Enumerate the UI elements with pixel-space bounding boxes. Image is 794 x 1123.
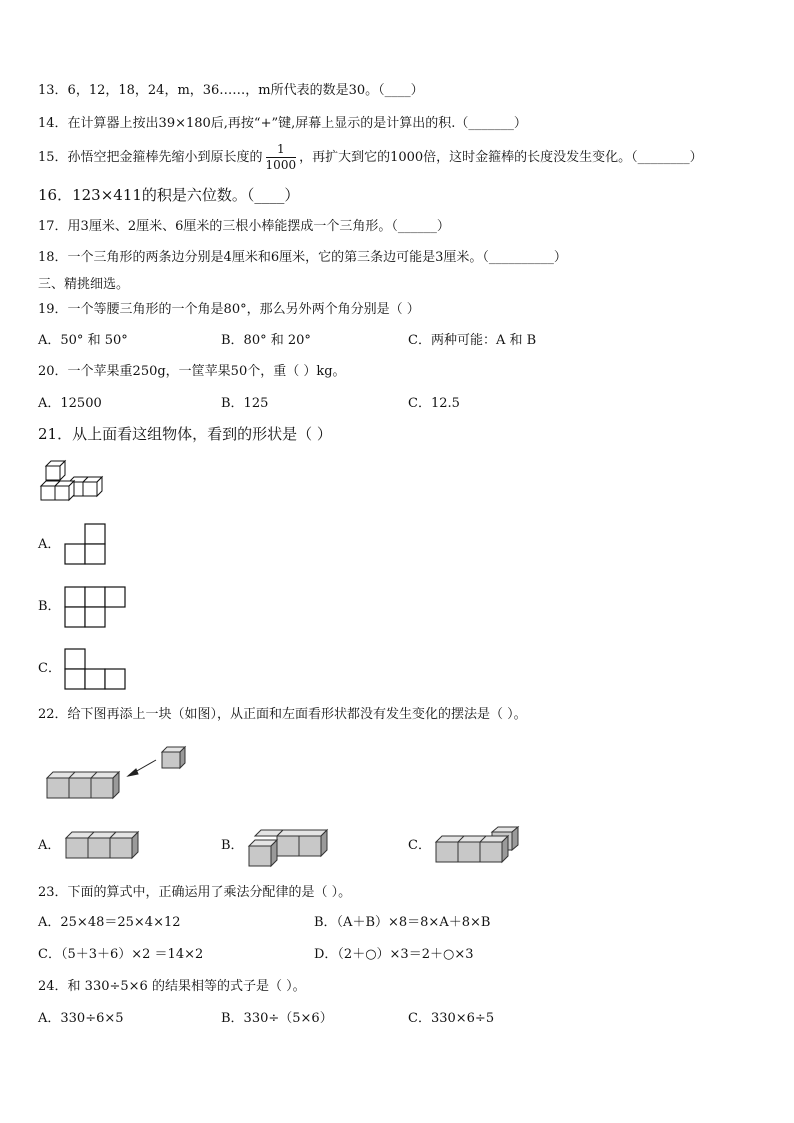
question-15-text-pre: 15．孙悟空把金箍棒先缩小到原长度的	[38, 150, 263, 165]
q21-option-b-grid	[64, 586, 128, 630]
q22-option-b-figure	[247, 826, 337, 870]
q24-option-a[interactable]: A．330÷6×5	[38, 1011, 124, 1026]
q19-option-a[interactable]: A．50° 和 50°	[38, 333, 128, 348]
cube-group	[41, 461, 102, 500]
question-24: 24．和 330÷5×6 的结果相等的式子是（ ）。	[38, 979, 306, 994]
q22-option-a[interactable]: A．	[38, 838, 61, 853]
q21-option-c-grid	[64, 648, 128, 692]
question-16: 16．123×411的积是六位数。（____）	[38, 186, 300, 204]
q22-option-a-figure	[64, 826, 148, 860]
question-22: 22．给下图再添上一块（如图），从正面和左面看形状都没有发生变化的摆法是（ ）。	[38, 707, 527, 722]
question-20: 20．一个苹果重250g，一筐苹果50个，重（ ）kg。	[38, 364, 346, 379]
q21-option-a-grid	[64, 523, 108, 567]
q21-option-c[interactable]: C．	[38, 661, 61, 676]
question-21: 21．从上面看这组物体，看到的形状是（ ）	[38, 425, 332, 443]
q22-option-b[interactable]: B．	[221, 838, 244, 853]
q20-option-a[interactable]: A．12500	[38, 396, 102, 411]
question-15	[38, 142, 703, 173]
question-19: 19．一个等腰三角形的一个角是80°，那么另外两个角分别是（ ）	[38, 302, 420, 317]
q21-option-a[interactable]: A．	[38, 537, 61, 552]
question-14: 14．在计算器上按出39×180后,再按“+”键,屏幕上显示的是计算出的积.（_______）	[38, 116, 527, 131]
question-15-text-post: ，再扩大到它的1000倍，这时金箍棒的长度没发生变化。（________）	[299, 150, 703, 165]
fraction	[266, 142, 297, 173]
question-13: 13．6，12，18，24，m，36……，m所代表的数是30。（____）	[38, 83, 424, 98]
q19-option-c[interactable]: C．两种可能：A 和 B	[408, 333, 537, 348]
q24-option-b[interactable]: B．330÷（5×6）	[221, 1011, 333, 1026]
q24-option-c[interactable]: C．330×6÷5	[408, 1011, 495, 1026]
q23-option-a[interactable]: A．25×48＝25×4×12	[38, 915, 181, 930]
question-17: 17．用3厘米、2厘米、6厘米的三根小棒能摆成一个三角形。（______）	[38, 219, 450, 234]
q20-option-b[interactable]: B．125	[221, 396, 269, 411]
question-23: 23．下面的算式中，正确运用了乘法分配律的是（ ）。	[38, 885, 352, 900]
section-heading: 三、精挑细选。	[38, 277, 130, 292]
fraction-denominator: 1000	[265, 158, 297, 172]
q23-option-b[interactable]: B．（A＋B）×8＝8×A＋8×B	[314, 915, 491, 930]
q19-option-b[interactable]: B．80° 和 20°	[221, 333, 311, 348]
q22-option-c-figure	[434, 826, 524, 866]
q21-cube-figure	[38, 460, 102, 504]
q22-cube-figure	[44, 746, 194, 802]
fraction-numerator: 1	[266, 142, 297, 158]
q23-option-c[interactable]: C．（5＋3＋6）×2 ＝14×2	[38, 947, 204, 962]
q21-option-b[interactable]: B．	[38, 599, 61, 614]
q23-option-d[interactable]: D．（2＋○）×3＝2＋○×3	[314, 947, 474, 962]
question-18: 18．一个三角形的两条边分别是4厘米和6厘米，它的第三条边可能是3厘米。（__________）	[38, 250, 567, 265]
q22-option-c[interactable]: C．	[408, 838, 431, 853]
q20-option-c[interactable]: C．12.5	[408, 396, 460, 411]
